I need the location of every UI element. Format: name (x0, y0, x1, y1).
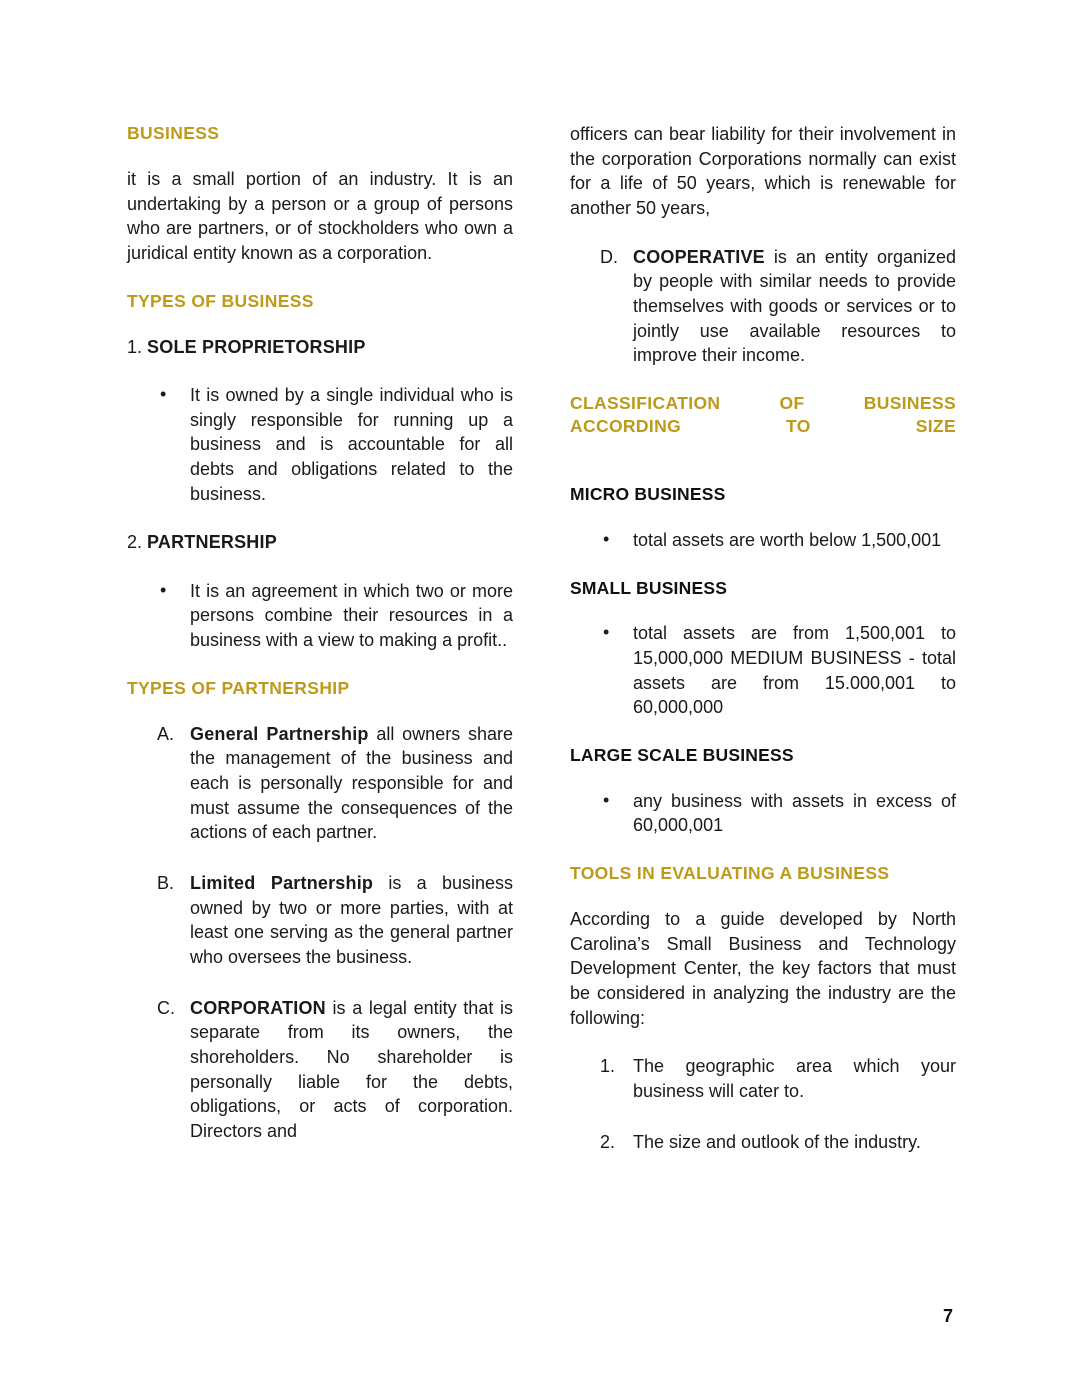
list-marker: D. (600, 246, 618, 267)
list-item: • any business with assets in excess of 60,000,001 (570, 789, 956, 838)
heading-small-business: SMALL BUSINESS (570, 577, 728, 598)
two-column-layout (127, 122, 956, 1178)
heading-business: BUSINESS (127, 123, 220, 143)
list-marker: 1. (127, 336, 143, 357)
term-description: is a business owned by two or more parties, with at least one serving as the general partner who oversees the business. (190, 873, 513, 967)
heading-types-of-business: TYPES OF BUSINESS (127, 290, 314, 311)
term-corporation: CORPORATION (190, 997, 326, 1018)
sole-proprietorship-bullets (127, 383, 513, 506)
list-marker: 2. (127, 532, 143, 553)
term-description: is a legal entity that is separate from its owners, the shoreholders. No shareholder is personally liable for the debts, obligations, or acts of corporation. Directors and (190, 997, 513, 1141)
factor-text: The size and outlook of the industry. (633, 1131, 921, 1152)
key-factors-list (570, 1054, 956, 1154)
heading-large-scale-business: LARGE SCALE BUSINESS (570, 744, 794, 765)
list-item (570, 245, 956, 368)
list-marker: 1. (600, 1056, 616, 1077)
corporation-continuation-paragraph: officers can bear liability for their involvement in the corporation Corporations normally can exist for a life of 50 years, which is renewable for another 50 years, (570, 124, 956, 218)
heading-micro-business: MICRO BUSINESS (570, 484, 726, 505)
list-item-sole-proprietorship (127, 335, 513, 359)
list-item: • It is owned by a single individual who is singly responsible for running up a business and is accountable for all debts and obligations related to the business. (127, 383, 513, 506)
large-scale-business-bullets (570, 789, 956, 838)
partnership-bullets (127, 579, 513, 653)
list-item: • total assets are worth below 1,500,001 (570, 528, 956, 553)
factor-text: The geographic area which your business will cater to. (633, 1056, 956, 1102)
list-item-title: PARTNERSHIP (147, 532, 277, 553)
page-number: 7 (942, 1306, 953, 1326)
left-column (127, 122, 513, 1168)
term-general-partnership: General Partnership (190, 723, 369, 744)
term-description: is an entity organized by people with similar needs to provide themselves with goods or services or to jointly use available resources to improve their income. (633, 246, 956, 366)
list-marker: B. (157, 873, 175, 894)
tools-paragraph: According to a guide developed by North Carolina’s Small Business and Technology Development Center, the key factors that must be considered in analyzing the industry are the following: (570, 909, 956, 1028)
list-item-partnership (127, 530, 513, 554)
heading-types-of-partnership: TYPES OF PARTNERSHIP (127, 677, 350, 698)
list-item-title: SOLE PROPRIETORSHIP (147, 336, 366, 357)
list-marker: C. (157, 997, 175, 1018)
heading-tools-in-evaluating: TOOLS IN EVALUATING A BUSINESS (570, 863, 890, 884)
heading-classification-by-size: CLASSIFICATION OF BUSINESS ACCORDING TO SIZE (570, 392, 956, 436)
right-column (570, 122, 956, 1178)
list-marker: A. (157, 723, 175, 744)
list-item (570, 1130, 956, 1155)
micro-business-bullets (570, 528, 956, 553)
list-marker: 2. (600, 1131, 616, 1152)
list-item (127, 722, 513, 845)
cooperative-list (570, 245, 956, 368)
term-description: all owners share the management of the business and each is personally responsible for and must assume the consequences of the actions of each partner. (190, 723, 513, 843)
small-business-bullets (570, 621, 956, 720)
list-item (127, 871, 513, 970)
partnership-types-list (127, 722, 513, 1144)
term-limited-partnership: Limited Partnership (190, 873, 374, 894)
intro-paragraph: it is a small portion of an industry. It is an undertaking by a person or a group of persons who are partners, or of stockholders who own a juridical entity known as a corporation. (127, 169, 513, 264)
list-item (570, 1054, 956, 1103)
list-item: • It is an agreement in which two or more persons combine their resources in a business with a view to making a profit.. (127, 579, 513, 653)
list-item (127, 996, 513, 1144)
term-cooperative: COOPERATIVE (633, 246, 765, 267)
list-item: • total assets are from 1,500,001 to 15,000,000 MEDIUM BUSINESS - total assets are from 15.000,001 to 60,000,000 (570, 621, 956, 720)
